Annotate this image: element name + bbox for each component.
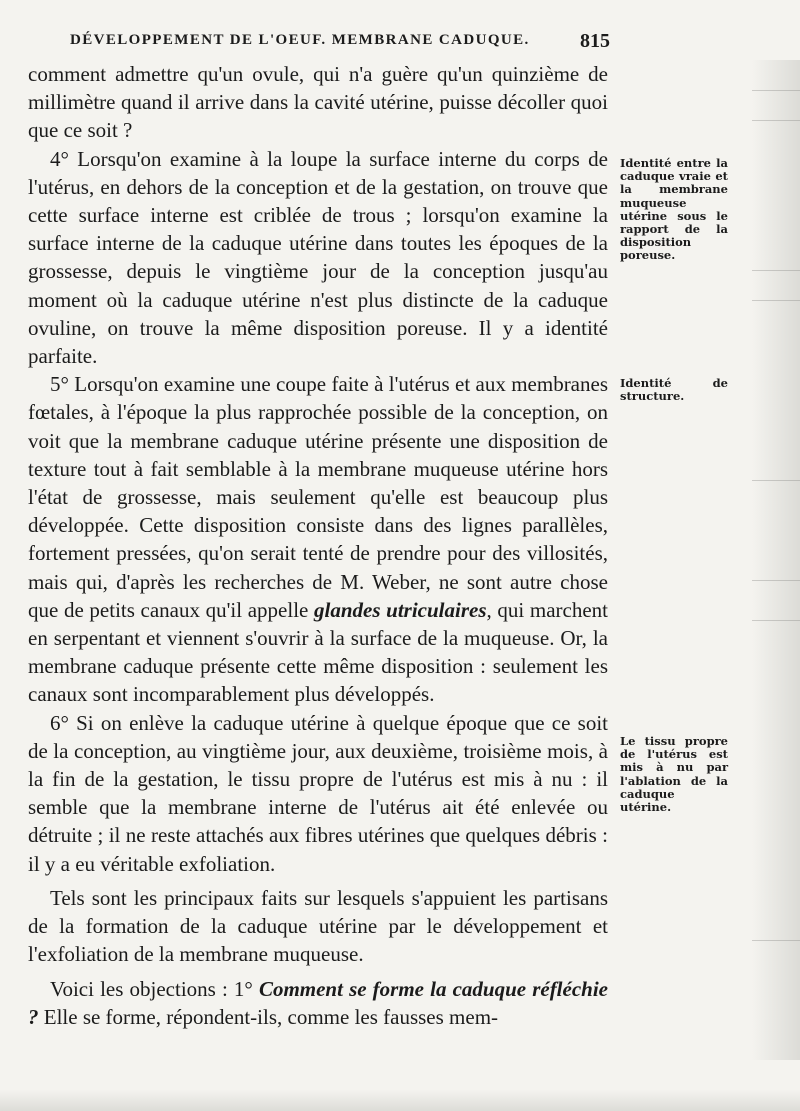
margin-note-tissu-propre: Le tissu propre de l'utérus est mis à nu par l'ablation de la caduque utérine. [620,734,728,815]
margin-note-identite-poreuse: Identité entre la caduque vraie et la membrane muqueuse utérine sous le rapport de la disposition poreuse. [620,156,728,263]
margin-note-identite-structure: Identité de structure. [620,376,728,404]
paragraph-4: 6° Si on enlève la caduque utérine à quelque époque que ce soit de la conception, au vingtième jour, aux deuxième, troisième mois, à la fin de la gestation, le tissu propre de l'utérus est mis à nu : il semble que la membrane interne de l'utérus ait été enlevée ou détruite ; il ne reste attachés aux fibres utérines que quelques débris : il y a eu véritable exfoliation. [28,710,608,876]
paragraph-6-start: Voici les objections : 1° [50,976,253,1001]
bleed-line [752,270,800,271]
paragraph-5: Tels sont les principaux faits sur lesquels s'appuient les partisans de la formation de la caduque utérine par le développement et l'exfoliation de la membrane muqueuse. [28,885,608,967]
glandes-utriculaires-term: glandes utriculaires [314,597,487,622]
paragraph-3-text: 5° Lorsqu'on examine une coupe faite à l'utérus et aux membranes fœtales, à l'époque la plus rapprochée possible de la conception, on voit que la membrane caduque utérine présente une disposition de texture tout à fait semblable à la membrane muqueuse utérine hors l'état de grossesse, mais seulement qu'elle est beaucoup plus développée. Cette disposition consiste dans des lignes parallèles, fortement pressées, qu'on serait tenté de prendre pour des villosités, mais qui, d'après les recherches de M. Weber, ne sont autre chose que de petits canaux qu'il appelle [28,372,608,622]
page-edge-shadow [0,1090,800,1111]
paragraph-3 [28,370,608,708]
paragraph-2: 4° Lorsqu'on examine à la loupe la surface interne du corps de l'utérus, en dehors de la conception et de la gestation, on trouve que cette surface interne est criblée de trous ; lorsqu'on examine la surface interne de la caduque utérine dans toutes les époques de la grossesse, depuis le vingtième jour de la conception jusqu'au moment où la caduque utérine n'est plus distincte de la caduque ovuline, on trouve la même disposition poreuse. Il y a identité parfaite. [28,146,608,369]
paragraph-6 [28,975,608,1031]
bleed-line [752,620,800,621]
bleed-line [752,480,800,481]
show-through-margin [752,60,800,1060]
bleed-line [752,300,800,301]
page-number: 815 [580,30,610,52]
caduque-reflechie-question: Comment se forme la caduque réfléchie ? [28,976,608,1029]
header-title: DÉVELOPPEMENT DE L'OEUF. MEMBRANE CADUQUE. [70,32,530,48]
bleed-line [752,940,800,941]
bleed-line [752,120,800,121]
bleed-line [752,580,800,581]
paragraph-6-end: Elle se forme, répondent-ils, comme les fausses mem- [43,1004,499,1029]
running-header [70,32,610,54]
body-text [28,60,608,1031]
paragraph-3-end: , qui marchent en serpentant et viennent s'ouvrir à la surface de la muqueuse. Or, la membrane caduque présente cette même disposition : seulement les canaux sont incomparablement plus développés. [28,597,608,707]
bleed-line [752,90,800,91]
paragraph-1: comment admettre qu'un ovule, qui n'a guère qu'un quinzième de millimètre quand il arrive dans la cavité utérine, puisse décoller quoi que ce soit ? [28,62,608,143]
